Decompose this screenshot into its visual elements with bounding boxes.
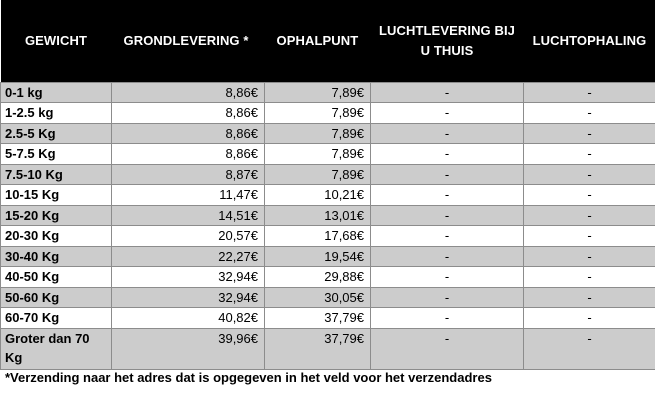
weight-cell: 5-7.5 Kg — [1, 144, 112, 165]
ground-price-cell: 39,96€ — [112, 328, 265, 369]
pickup-price-cell: 10,21€ — [265, 185, 371, 206]
ground-price-cell: 14,51€ — [112, 205, 265, 226]
air-pickup-cell: - — [524, 287, 655, 308]
air-delivery-cell: - — [371, 226, 524, 247]
table-row — [1, 103, 655, 124]
air-delivery-cell: - — [371, 246, 524, 267]
pickup-price-cell: 37,79€ — [265, 328, 371, 369]
air-pickup-cell: - — [524, 267, 655, 288]
ground-price-cell: 11,47€ — [112, 185, 265, 206]
ground-price-cell: 8,86€ — [112, 144, 265, 165]
pickup-price-cell: 30,05€ — [265, 287, 371, 308]
weight-cell: 20-30 Kg — [1, 226, 112, 247]
air-delivery-cell: - — [371, 267, 524, 288]
air-delivery-cell: - — [371, 308, 524, 329]
header-ground-delivery: GRONDLEVERING * — [112, 0, 265, 82]
table-row — [1, 164, 655, 185]
header-pickup-point: OPHALPUNT — [265, 0, 371, 82]
air-delivery-cell: - — [371, 164, 524, 185]
ground-price-cell: 32,94€ — [112, 267, 265, 288]
table-row — [1, 123, 655, 144]
table-row — [1, 144, 655, 165]
pickup-price-cell: 7,89€ — [265, 103, 371, 124]
air-pickup-cell: - — [524, 308, 655, 329]
air-delivery-cell: - — [371, 103, 524, 124]
weight-cell: 1-2.5 kg — [1, 103, 112, 124]
header-air-delivery-home: LUCHTLEVERING BIJ U THUIS — [371, 0, 524, 82]
air-delivery-cell: - — [371, 287, 524, 308]
ground-price-cell: 8,86€ — [112, 123, 265, 144]
air-pickup-cell: - — [524, 123, 655, 144]
pickup-price-cell: 7,89€ — [265, 123, 371, 144]
table-row — [1, 267, 655, 288]
air-delivery-cell: - — [371, 185, 524, 206]
weight-cell: 30-40 Kg — [1, 246, 112, 267]
ground-price-cell: 32,94€ — [112, 287, 265, 308]
weight-cell: 60-70 Kg — [1, 308, 112, 329]
air-pickup-cell: - — [524, 82, 655, 103]
weight-cell: 7.5-10 Kg — [1, 164, 112, 185]
table-row — [1, 328, 655, 369]
air-pickup-cell: - — [524, 164, 655, 185]
air-delivery-cell: - — [371, 328, 524, 369]
weight-cell: 10-15 Kg — [1, 185, 112, 206]
ground-price-cell: 22,27€ — [112, 246, 265, 267]
ground-price-cell: 8,86€ — [112, 103, 265, 124]
pickup-price-cell: 37,79€ — [265, 308, 371, 329]
pickup-price-cell: 7,89€ — [265, 82, 371, 103]
air-pickup-cell: - — [524, 144, 655, 165]
ground-price-cell: 8,86€ — [112, 82, 265, 103]
pickup-price-cell: 13,01€ — [265, 205, 371, 226]
table-row — [1, 185, 655, 206]
table-row — [1, 226, 655, 247]
table-row — [1, 82, 655, 103]
table-header-row — [1, 0, 655, 82]
weight-cell: 2.5-5 Kg — [1, 123, 112, 144]
weight-cell: 50-60 Kg — [1, 287, 112, 308]
weight-cell: 0-1 kg — [1, 82, 112, 103]
table-row — [1, 308, 655, 329]
pickup-price-cell: 29,88€ — [265, 267, 371, 288]
weight-cell: 40-50 Kg — [1, 267, 112, 288]
pickup-price-cell: 7,89€ — [265, 144, 371, 165]
header-air-pickup: LUCHTOPHALING — [524, 0, 655, 82]
air-pickup-cell: - — [524, 328, 655, 369]
pickup-price-cell: 17,68€ — [265, 226, 371, 247]
ground-price-cell: 40,82€ — [112, 308, 265, 329]
ground-price-cell: 8,87€ — [112, 164, 265, 185]
air-pickup-cell: - — [524, 103, 655, 124]
air-pickup-cell: - — [524, 205, 655, 226]
footnote: *Verzending naar het adres dat is opgegeven in het veld voor het verzendadres — [5, 370, 492, 385]
table-row — [1, 246, 655, 267]
air-delivery-cell: - — [371, 205, 524, 226]
air-delivery-cell: - — [371, 144, 524, 165]
weight-cell: 15-20 Kg — [1, 205, 112, 226]
air-delivery-cell: - — [371, 123, 524, 144]
weight-cell: Groter dan 70 Kg — [1, 328, 112, 369]
ground-price-cell: 20,57€ — [112, 226, 265, 247]
air-pickup-cell: - — [524, 226, 655, 247]
table-row — [1, 205, 655, 226]
air-pickup-cell: - — [524, 246, 655, 267]
table-row — [1, 287, 655, 308]
air-pickup-cell: - — [524, 185, 655, 206]
header-weight: GEWICHT — [1, 0, 112, 82]
pickup-price-cell: 19,54€ — [265, 246, 371, 267]
air-delivery-cell: - — [371, 82, 524, 103]
pickup-price-cell: 7,89€ — [265, 164, 371, 185]
